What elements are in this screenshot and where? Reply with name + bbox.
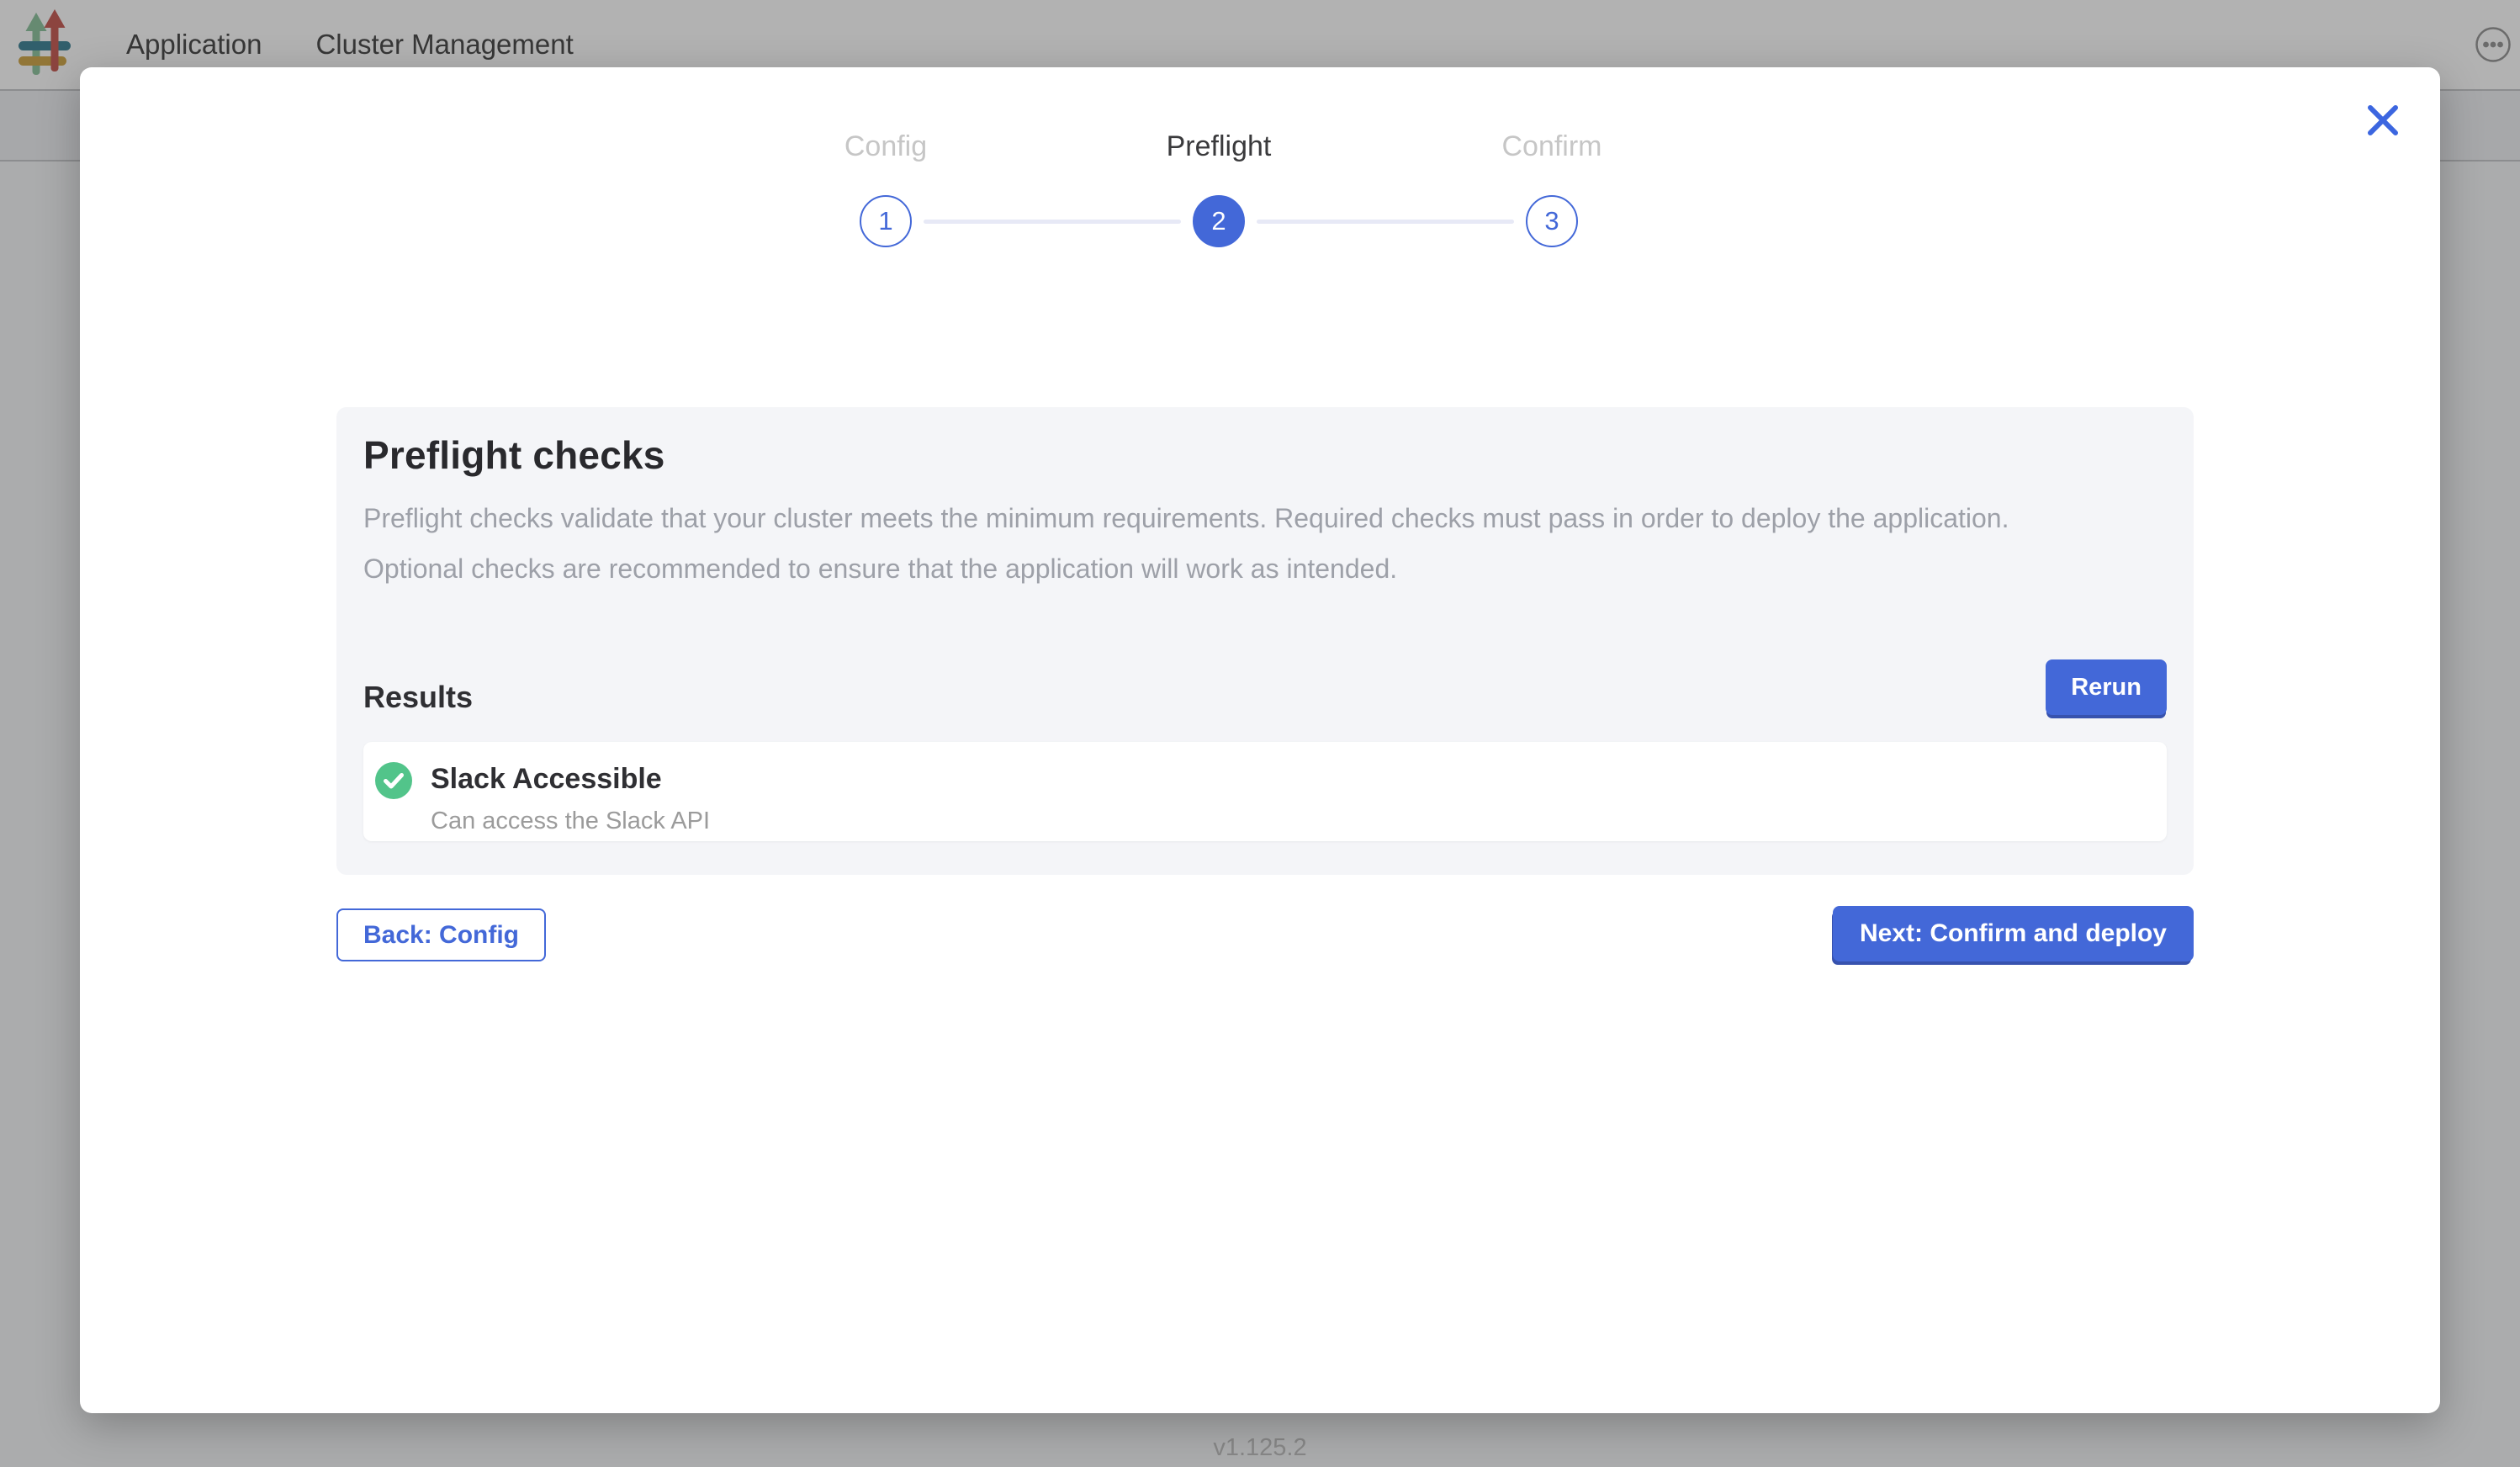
step-config	[719, 130, 1052, 247]
result-message: Can access the Slack API	[431, 808, 711, 834]
step-config-number: 1	[860, 195, 912, 247]
preflight-title: Preflight checks	[363, 433, 665, 477]
app-version-text: v1.125.2	[1213, 1434, 1307, 1461]
result-title: Slack Accessible	[431, 763, 662, 795]
step-preflight-number: 2	[1193, 195, 1245, 247]
check-circle-icon	[375, 762, 412, 799]
step-confirm	[1385, 130, 1718, 247]
back-config-button[interactable]: Back: Config	[336, 908, 546, 961]
step-preflight-label: Preflight	[1166, 130, 1272, 162]
wizard-stepper	[719, 130, 1718, 307]
tab-cluster-management[interactable]: Cluster Management	[315, 29, 574, 60]
step-confirm-label: Confirm	[1501, 130, 1602, 162]
results-heading: Results	[363, 680, 474, 714]
step-preflight	[1052, 130, 1385, 247]
close-icon[interactable]	[2361, 99, 2405, 143]
tab-application[interactable]: Application	[126, 29, 262, 60]
next-confirm-deploy-button[interactable]: Next: Confirm and deploy	[1833, 906, 2194, 961]
rerun-button[interactable]: Rerun	[2046, 659, 2167, 715]
preflight-card	[336, 407, 2194, 875]
preflight-modal	[80, 67, 2440, 1413]
preflight-description: Preflight checks validate that your cluster meets the minimum requirements. Required checks must pass in order to deploy the application. Optional checks are recommended to ensure that the application will work as intended.	[363, 503, 2009, 584]
preflight-result-row	[363, 742, 2167, 841]
step-config-label: Config	[844, 130, 928, 162]
step-confirm-number: 3	[1526, 195, 1578, 247]
